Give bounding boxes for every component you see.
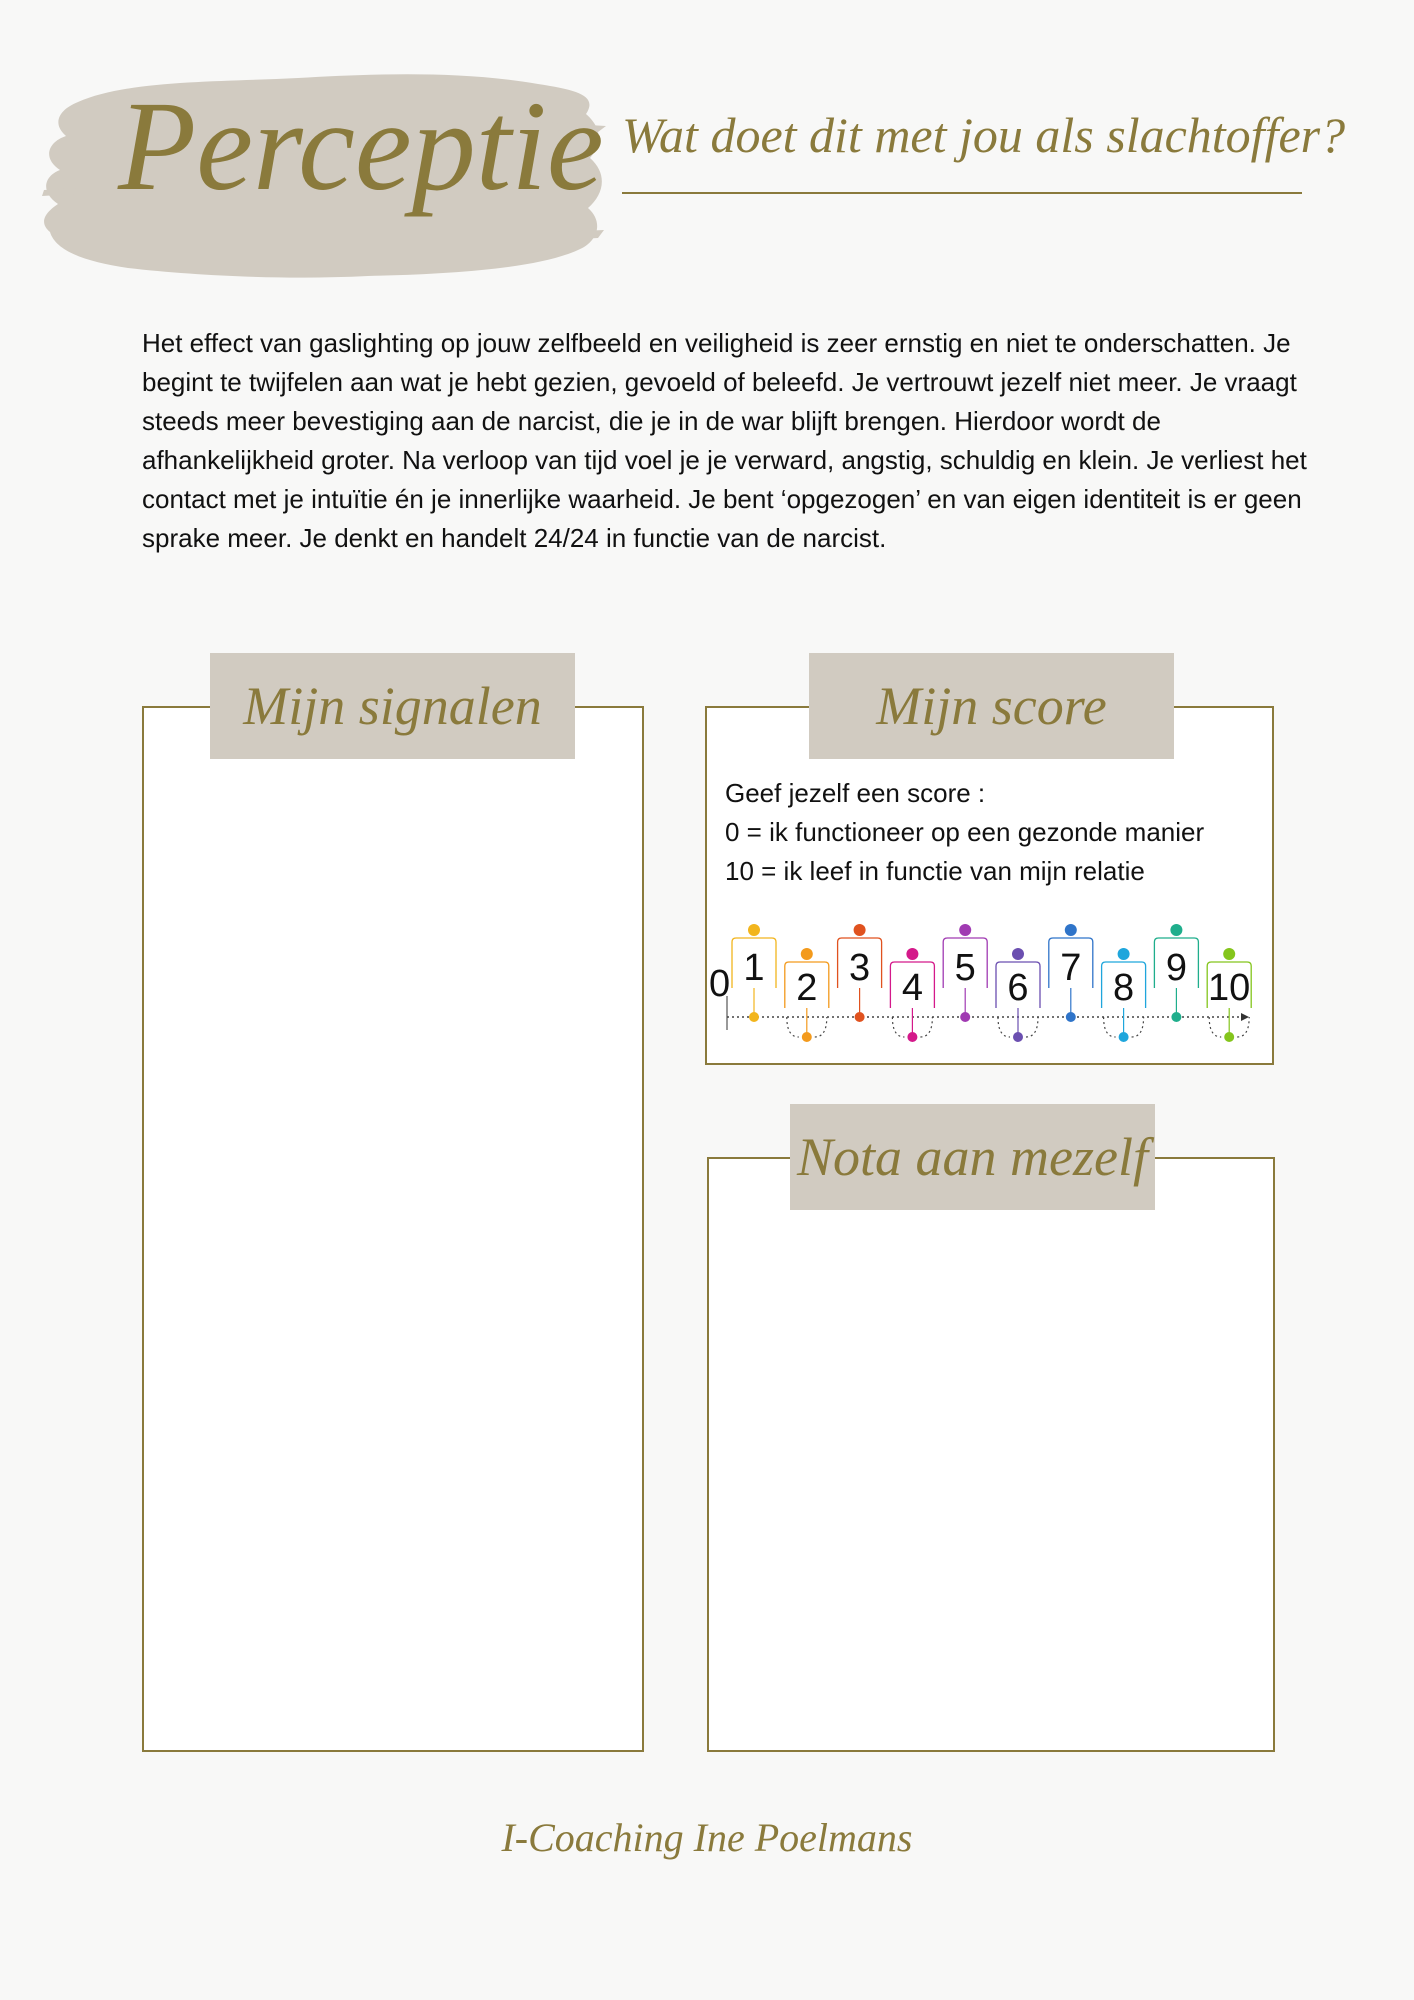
scale-label-3: 3 [849, 947, 871, 989]
score-scale [707, 920, 1272, 1065]
footer-credit: I-Coaching Ine Poelmans [501, 1815, 913, 1860]
scale-label-5: 5 [954, 947, 976, 989]
scale-label-10: 10 [1208, 967, 1251, 1009]
scale-foot-dot-4 [907, 1032, 917, 1042]
note-heading-tab [790, 1104, 1155, 1210]
score-instructions [725, 774, 1204, 891]
scale-top-dot-4 [906, 948, 918, 960]
scale-label-6: 6 [1007, 967, 1029, 1009]
score-heading: Mijn score [876, 676, 1107, 736]
scale-foot-dot-6 [1013, 1032, 1023, 1042]
signals-writing-box[interactable] [142, 706, 644, 1752]
score-instruction-line: 0 = ik functioneer op een gezonde manier [725, 817, 1205, 847]
scale-foot-dot-9 [1171, 1012, 1181, 1022]
signals-heading: Mijn signalen [243, 676, 542, 736]
subtitle-underline [622, 192, 1302, 194]
scale-label-2: 2 [796, 967, 818, 1009]
scale-foot-dot-8 [1119, 1032, 1129, 1042]
scale-label-7: 7 [1060, 947, 1082, 989]
scale-label-8: 8 [1113, 967, 1135, 1009]
score-heading-tab [809, 653, 1174, 759]
scale-foot-dot-10 [1224, 1032, 1234, 1042]
intro-paragraph: Het effect van gaslighting op jouw zelfbeeld en veiligheid is zeer ernstig en niet te onderschatten. Je begint te twijfelen aan wat je hebt gezien, gevoeld of beleefd. Je vertrouwt jezelf niet meer. Je vraagt steeds meer bevestiging aan de narcist, die je in de war blijft brengen. Hierdoor wordt de afhankelijkheid groter. Na verloop van tijd voel je je verward, angstig, schuldig en klein. Je verliest het contact met je intuïtie én je innerlijke waarheid. Je bent ‘opgezogen’ en van eigen identiteit is er geen sprake meer. Je denkt en handelt 24/24 in functie van de narcist. [142, 328, 1307, 553]
scale-top-dot-6 [1012, 948, 1024, 960]
scale-label-1: 1 [743, 947, 765, 989]
page-subtitle: Wat doet dit met jou als slachtoffer? [622, 107, 1346, 163]
scale-foot-dot-3 [855, 1012, 865, 1022]
scale-foot-dot-5 [960, 1012, 970, 1022]
signals-heading-tab [210, 653, 575, 759]
scale-top-dot-1 [748, 924, 760, 936]
scale-label-0: 0 [709, 963, 731, 1005]
scale-top-dot-3 [854, 924, 866, 936]
score-instruction-line: 10 = ik leef in functie van mijn relatie [725, 856, 1145, 886]
scale-arrow-head [1241, 1013, 1249, 1021]
note-writing-box[interactable] [707, 1157, 1275, 1752]
scale-label-9: 9 [1165, 947, 1187, 989]
scale-top-dot-8 [1118, 948, 1130, 960]
scale-top-dot-7 [1065, 924, 1077, 936]
score-instruction-line: Geef jezelf een score : [725, 778, 986, 808]
scale-label-4: 4 [901, 967, 923, 1009]
scale-foot-dot-1 [749, 1012, 759, 1022]
scale-top-dot-10 [1223, 948, 1235, 960]
scale-foot-dot-7 [1066, 1012, 1076, 1022]
note-heading: Nota aan mezelf [797, 1127, 1148, 1187]
scale-top-dot-5 [959, 924, 971, 936]
score-box [705, 706, 1274, 1065]
page-title: Perceptie [118, 75, 604, 217]
scale-top-dot-2 [801, 948, 813, 960]
scale-foot-dot-2 [802, 1032, 812, 1042]
scale-top-dot-9 [1170, 924, 1182, 936]
